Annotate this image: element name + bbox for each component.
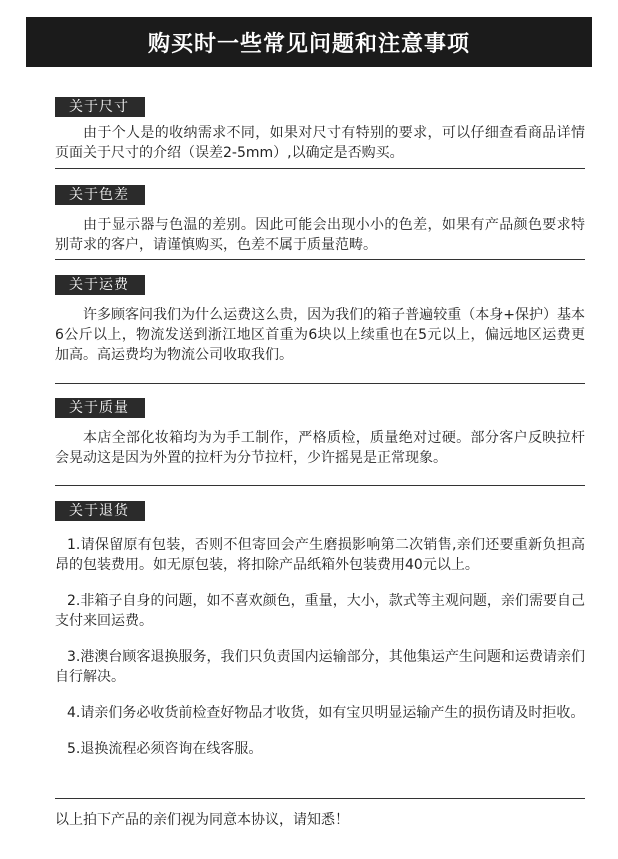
section-color (55, 184, 585, 255)
section-label-quality: 关于质量 (55, 398, 145, 418)
section-text-shipping: 许多顾客问我们为什么运费这么贵，因为我们的箱子普遍较重（本身+保护）基本6公斤以上，物流发送到浙江地区首重为6块以上续重也在5元以上，偏远地区运费更加高。高运费均为物流公司收取我们。 (55, 307, 585, 363)
section-text-color: 由于显示器与色温的差别。因此可能会出现小小的色差，如果有产品颜色要求特别苛求的客户，请谨慎购买，色差不属于质量范畴。 (55, 217, 585, 253)
section-label-shipping: 关于运费 (55, 275, 145, 295)
divider (55, 168, 585, 169)
section-returns (55, 500, 585, 759)
section-size (55, 96, 585, 163)
page-title: 购买时一些常见问题和注意事项 (26, 17, 592, 67)
divider (55, 798, 585, 799)
return-item-5: 5.退换流程必须咨询在线客服。 (67, 741, 263, 757)
divider (55, 383, 585, 384)
section-text-size: 由于个人是的收纳需求不同，如果对尺寸有特别的要求，可以仔细查看商品详情页面关于尺寸的介绍（误差2-5mm）,以确定是否购买。 (55, 125, 585, 161)
return-item-4: 4.请亲们务必收货前检查好物品才收货，如有宝贝明显运输产生的损伤请及时拒收。 (67, 705, 585, 721)
section-text-quality: 本店全部化妆箱均为为手工制作，严格质检，质量绝对过硬。部分客户反映拉杆会晃动这是因为外置的拉杆为分节拉杆，少许摇晃是正常现象。 (55, 430, 585, 466)
section-label-returns: 关于退货 (55, 501, 145, 521)
section-label-color: 关于色差 (55, 185, 145, 205)
return-item-3: 3.港澳台顾客退换服务，我们只负责国内运输部分，其他集运产生问题和运费请亲们自行解决。 (55, 649, 585, 685)
return-item-1: 1.请保留原有包装，否则不但寄回会产生磨损影响第二次销售,亲们还要重新负担高昂的包装费用。如无原包装，将扣除产品纸箱外包装费用40元以上。 (55, 537, 585, 573)
divider (55, 485, 585, 486)
return-item-2: 2.非箱子自身的问题，如不喜欢颜色，重量，大小，款式等主观问题，亲们需要自己支付来回运费。 (55, 593, 585, 629)
section-quality (55, 397, 585, 468)
section-shipping (55, 274, 585, 365)
divider (55, 259, 585, 260)
section-label-size: 关于尺寸 (55, 97, 145, 117)
footer-agreement: 以上拍下产品的亲们视为同意本协议，请知悉！ (55, 812, 349, 828)
